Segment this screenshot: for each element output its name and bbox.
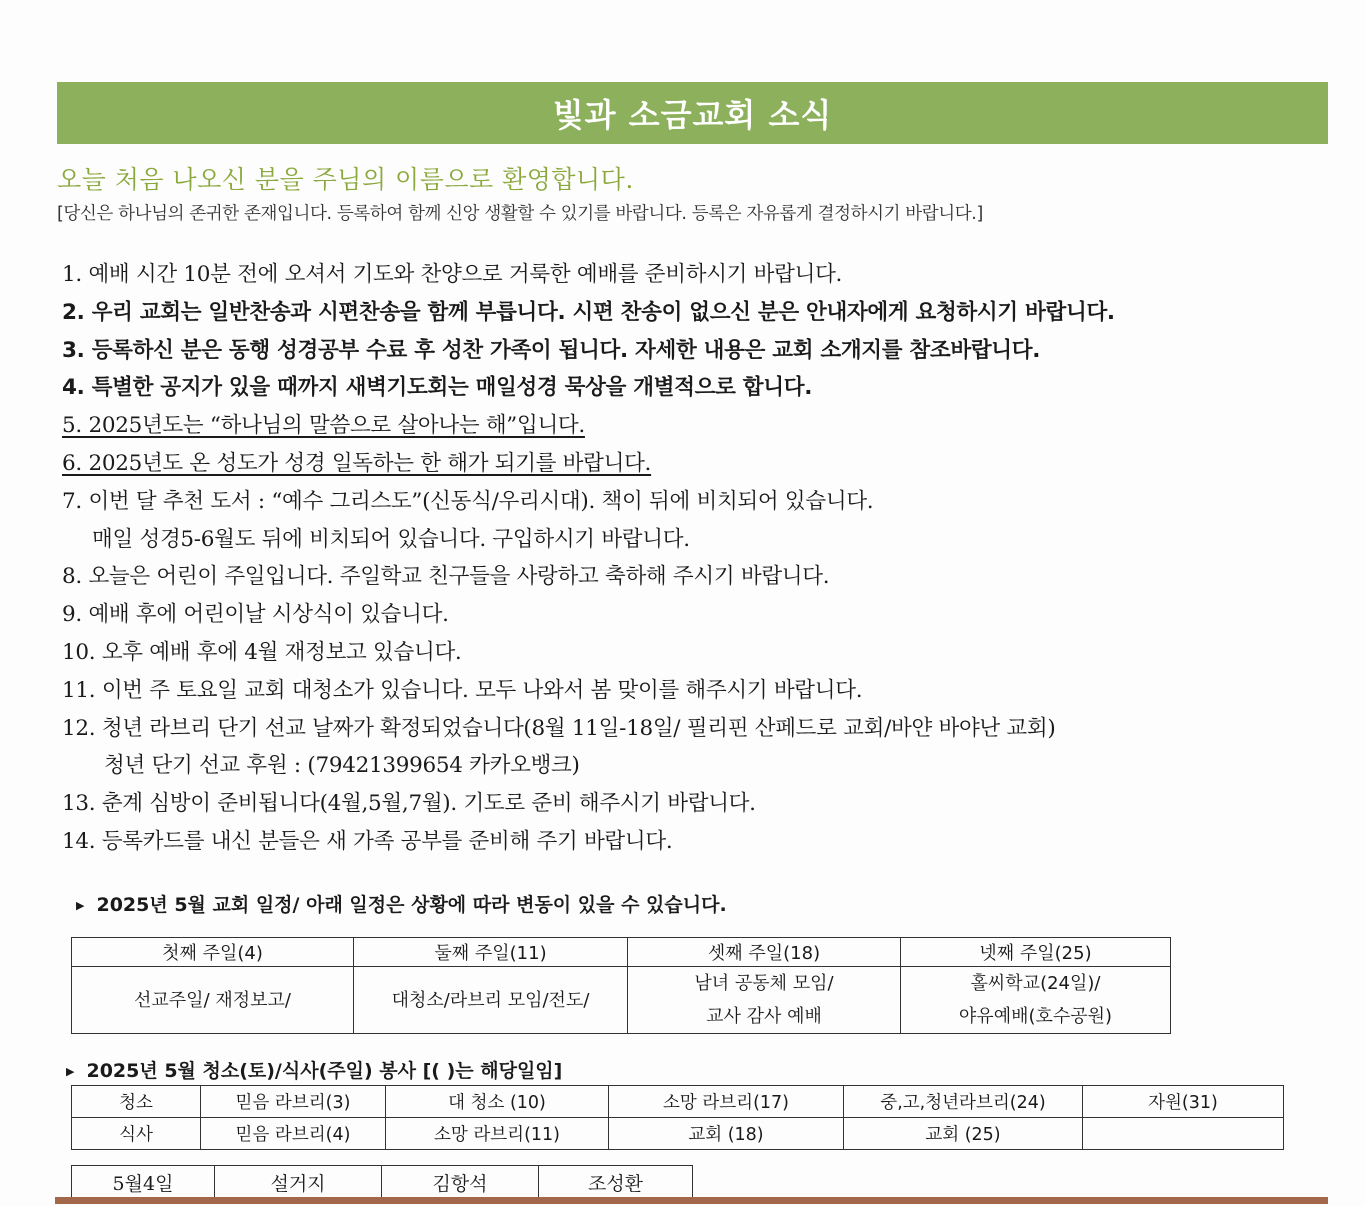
notice-item: 3. 등록하신 분은 동행 성경공부 수료 후 성찬 가족이 됩니다. 자세한 내용은 교회 소개지를 참조바랍니다. [62, 337, 1041, 363]
page-title: 빛과 소금교회 소식 [552, 96, 833, 134]
schedule-header: 둘째 주일(11) [354, 938, 628, 967]
table-row [72, 1118, 1284, 1150]
schedule-cell-line: 홀씨학교(24일)/ [970, 973, 1101, 994]
notice-item: 12. 청년 라브리 단기 선교 날짜가 확정되었습니다(8월 11일-18일/ 필리핀 산페드로 교회/바얀 바야난 교회) [62, 715, 1056, 741]
notice-item: 9. 예배 후에 어린이날 시상식이 있습니다. [62, 602, 449, 628]
dishwashing-table [71, 1165, 693, 1199]
dish-cell: 설거지 [215, 1166, 382, 1199]
schedule-table [71, 937, 1171, 1034]
service-cell: 소망 라브리(17) [609, 1086, 844, 1118]
service-cell: 소망 라브리(11) [386, 1118, 609, 1150]
schedule-cell: 대청소/라브리 모임/전도/ [354, 967, 628, 1034]
service-cell: 청소 [72, 1086, 201, 1118]
service-title: 2025년 5월 청소(토)/식사(주일) 봉사 [( )는 해당일임] [86, 1060, 563, 1082]
schedule-cell: 선교주일/ 재정보고/ [72, 967, 354, 1034]
dish-cell: 조성환 [539, 1166, 693, 1199]
service-cell: 중,고,청년라브리(24) [844, 1086, 1083, 1118]
service-table [71, 1085, 1284, 1150]
service-cell: 믿음 라브리(3) [201, 1086, 386, 1118]
service-cell: 식사 [72, 1118, 201, 1150]
notice-item: 1. 예배 시간 10분 전에 오셔서 기도와 찬양으로 거룩한 예배를 준비하시기 바랍니다. [62, 262, 843, 287]
table-row [72, 1166, 693, 1199]
bottom-divider [55, 1197, 1328, 1204]
notice-item: 13. 춘계 심방이 준비됩니다(4월,5월,7월). 기도로 준비 해주시기 바랍니다. [62, 791, 756, 817]
triangle-bullet-icon: ▶ [66, 1065, 75, 1078]
service-heading [66, 1056, 562, 1083]
notice-item: 2. 우리 교회는 일반찬송과 시편찬송을 함께 부릅니다. 시편 찬송이 없으신 분은 안내자에게 요청하시기 바랍니다. [62, 299, 1115, 325]
schedule-cell-line: 남녀 공동체 모임/ [694, 973, 834, 994]
schedule-cell [901, 967, 1171, 1034]
dish-cell: 김항석 [382, 1166, 539, 1199]
notice-item: 10. 오후 예배 후에 4월 재정보고 있습니다. [62, 639, 462, 665]
notice-item: 5. 2025년도는 “하나님의 말씀으로 살아나는 해”입니다. [62, 413, 585, 439]
notice-item: 4. 특별한 공지가 있을 때까지 새벽기도회는 매일성경 묵상을 개별적으로 합니다. [62, 375, 813, 401]
dish-cell: 5월4일 [72, 1166, 215, 1199]
schedule-cell [628, 967, 901, 1034]
notice-item: 6. 2025년도 온 성도가 성경 일독하는 한 해가 되기를 바랍니다. [62, 450, 652, 476]
notice-continuation: 청년 단기 선교 후원 : (79421399654 카카오뱅크) [104, 753, 580, 779]
table-row [72, 1086, 1284, 1118]
schedule-cell-line: 교사 감사 예배 [706, 1006, 822, 1027]
notice-item: 7. 이번 달 추천 도서 : “예수 그리스도”(신동식/우리시대). 책이 뒤에 비치되어 있습니다. [62, 488, 874, 514]
service-cell: 교회 (25) [844, 1118, 1083, 1150]
triangle-bullet-icon: ▶ [76, 899, 85, 912]
schedule-header: 첫째 주일(4) [72, 938, 354, 967]
notice-item: 11. 이번 주 토요일 교회 대청소가 있습니다. 모두 나와서 봄 맞이를 해주시기 바랍니다. [62, 677, 863, 703]
notice-item: 8. 오늘은 어린이 주일입니다. 주일학교 친구들을 사랑하고 축하해 주시기 바랍니다. [62, 564, 830, 590]
schedule-heading [76, 890, 727, 917]
schedule-title: 2025년 5월 교회 일정/ 아래 일정은 상황에 따라 변동이 있을 수 있습니다. [96, 894, 727, 916]
service-cell: 대 청소 (10) [386, 1086, 609, 1118]
notice-item: 14. 등록카드를 내신 분들은 새 가족 공부를 준비해 주기 바랍니다. [62, 828, 673, 854]
service-cell: 믿음 라브리(4) [201, 1118, 386, 1150]
service-cell: 교회 (18) [609, 1118, 844, 1150]
notice-continuation: 매일 성경5-6월도 뒤에 비치되어 있습니다. 구입하시기 바랍니다. [92, 526, 690, 552]
service-cell [1083, 1118, 1284, 1150]
service-cell: 자원(31) [1083, 1086, 1284, 1118]
notice-list [62, 256, 1352, 861]
schedule-cell-line: 야유예배(호수공원) [958, 1006, 1113, 1027]
welcome-subtitle: [당신은 하나님의 존귀한 존재입니다. 등록하여 함께 신앙 생활할 수 있기를 바랍니다. 등록은 자유롭게 결정하시기 바랍니다.] [57, 204, 983, 224]
schedule-header: 셋째 주일(18) [628, 938, 901, 967]
welcome-message: 오늘 처음 나오신 분을 주님의 이름으로 환영합니다. [57, 165, 634, 194]
schedule-header: 넷째 주일(25) [901, 938, 1171, 967]
header-banner [57, 82, 1328, 144]
